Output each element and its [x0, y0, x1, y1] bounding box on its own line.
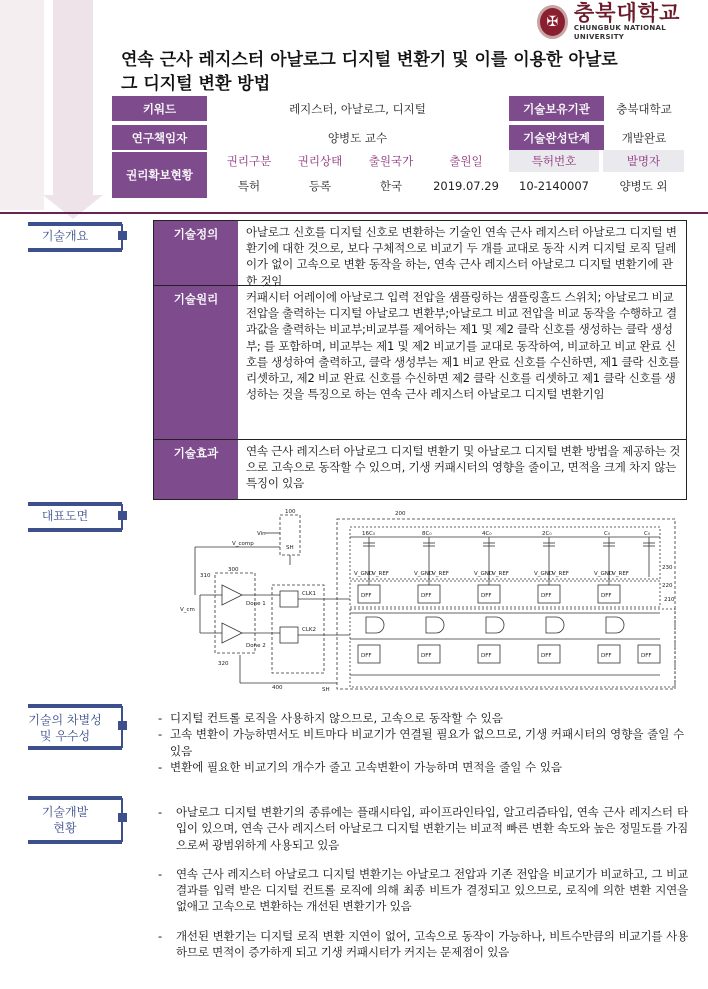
row-label: 기술원리: [154, 286, 238, 439]
label-done1: Done 1: [246, 601, 266, 607]
university-seal-icon: ✠: [537, 5, 568, 39]
label-vgnd: V_GND: [474, 571, 494, 577]
logo-subname: CHUNGBUK NATIONAL UNIVERSITY: [573, 24, 666, 41]
comparator-block: [215, 573, 255, 653]
label-vgnd: V_GND: [594, 571, 614, 577]
rights-value-country: 한국: [379, 179, 403, 193]
label-vin: Vin: [257, 531, 266, 537]
section-bar: [28, 746, 122, 750]
holder-value: 충북대학교: [616, 101, 672, 116]
completion-value: 개발완료: [621, 130, 667, 145]
label-clk2: CLK2: [302, 627, 317, 633]
label-300: 300: [228, 567, 239, 573]
section-line: [121, 798, 123, 842]
advantages-list: [158, 710, 698, 775]
rights-value-status: 등록: [308, 179, 332, 193]
label-vgnd: V_GND: [354, 571, 374, 577]
label-dff: DFF: [541, 593, 552, 599]
header-side-panel: [0, 0, 44, 210]
row-text: 커패시터 어레이에 아날로그 입력 전압을 샘플링하는 샘플링홀드 스위치; 아날로그 비교 전압을 출력하는 디지털 아날로그 변환부;아날로그 비교 전압을 비교 동작을 수행하고 결과값을 출력하는 비교부;비교부를 제어하는 제1 및 제2 클락 신호를 생성하는 클락 생성부; 를 포함하며, 비교부는 제1 및 제2 비교기를 교대로 동작하여, 비교하고 비교 완료 신호를 생성하여 출력하고, 클락 생성부는 제1 비교 완료 신호를 수신하면, 제1 클락 신호를 리셋하고, 제2 비교 완료 신호를 수신하면 제2 클락 신호를 리셋하고 제1 클락 신호를 생성하는 것을 특징으로 하는 연속 근사 레지스터 아날로그 디지털 변환기임: [246, 290, 680, 402]
label-vref: V_REF: [372, 571, 389, 577]
page-title: 연속 근사 레지스터 아날로그 디지털 변환기 및 이를 이용한 아날로그 디지털 변환 방법: [121, 50, 618, 94]
section-bar: [28, 222, 122, 226]
section-line: [121, 504, 123, 530]
section-label-drawing: 대표도면: [41, 509, 89, 523]
label-100: 100: [285, 509, 296, 515]
section-bar: [28, 502, 122, 506]
section-label-diff-line2: 및 우수성: [39, 729, 91, 743]
rights-header-country: 출원국가: [368, 154, 414, 168]
section-label-diff: [14, 712, 116, 744]
researcher-label: 연구책임자: [112, 125, 207, 150]
label-dff: DFF: [481, 653, 492, 659]
label-vref: V_REF: [552, 571, 569, 577]
list-item: - 연속 근사 레지스터 아날로그 디지털 변환기는 아날로그 전압과 기존 전압을 비교기가 비교하고, 그 비교 결과를 입력 받은 디지털 컨트롤 로직에 의해 최종 비트가 결정되고 있으므로, 로직에 의한 변환 지연을 없애고 고속으로 변환하는 개선된 변환기가 있음: [158, 866, 688, 915]
section-bar: [28, 528, 122, 532]
rights-label: 권리확보현황: [112, 152, 207, 198]
section-label-status-line1: 기술개발: [41, 805, 89, 819]
label-cap1: C₀: [604, 531, 611, 537]
label-210: 210: [664, 597, 675, 603]
row-text: 연속 근사 레지스터 아날로그 디지털 변환기 및 아날로그 디지털 변환 방법을 제공하는 것으로 고속으로 동작할 수 있으며, 기생 커패시터의 영향을 줄이고, 면적을 크게 차지 않는 특징이 있음: [246, 444, 681, 491]
section-bar: [28, 840, 122, 844]
table-row: [154, 439, 686, 499]
label-vref: V_REF: [492, 571, 509, 577]
rights-value-inventor: 양병도 외: [619, 179, 668, 193]
label-dff: DFF: [421, 593, 432, 599]
label-sh-block: SH: [286, 545, 294, 551]
researcher-value: 양병도 교수: [327, 130, 388, 145]
rights-value-number: 10-2140007: [519, 179, 589, 193]
header-divider: [0, 212, 708, 214]
label-dff: DFF: [541, 653, 552, 659]
label-dff: DFF: [421, 653, 432, 659]
label-310: 310: [200, 573, 211, 579]
label-dff: DFF: [361, 593, 372, 599]
row-text: 아날로그 신호를 디지털 신호로 변환하는 기술인 연속 근사 레지스터 아날로그 디지털 변환기에 대한 것으로, 보다 구체적으로 비교기 두 개를 교대로 동작 시켜 디지털 로직 딜레이가 없이 고속으로 변환 동작을 하는, 연속 근사 레지스터 아날로그 디지털 변환기에 관한 것임: [246, 225, 677, 288]
list-item: - 디지털 컨트롤 로직을 사용하지 않으므로, 고속으로 동작할 수 있음: [158, 710, 698, 726]
rights-header-status: 권리상태: [297, 154, 343, 168]
label-vcomp: V_comp: [232, 541, 254, 547]
label-400: 400: [272, 685, 283, 691]
section-bar: [28, 704, 122, 708]
logo-name: 충북대학교: [573, 1, 681, 25]
section-label-overview: 기술개요: [41, 229, 89, 243]
rights-header-date: 출원일: [449, 154, 483, 168]
label-clk1: CLK1: [302, 591, 317, 597]
holder-label: 기술보유기관: [509, 96, 604, 121]
comparator-1: [222, 585, 242, 605]
rights-value-type: 특허: [237, 179, 261, 193]
dac-block: [337, 519, 675, 689]
label-dff: DFF: [601, 653, 612, 659]
section-bar: [28, 796, 122, 800]
header-arrow-tip: [43, 195, 103, 219]
label-vref: V_REF: [612, 571, 629, 577]
section-line: [121, 706, 123, 748]
label-vgnd: V_GND: [414, 571, 434, 577]
rights-header-number: 특허번호: [509, 150, 599, 172]
rights-value-date: 2019.07.29: [433, 179, 499, 193]
label-cap2: 2C₀: [542, 531, 552, 537]
label-vgnd: V_GND: [534, 571, 554, 577]
label-dff: DFF: [601, 593, 612, 599]
label-cap16: 16C₀: [362, 531, 376, 537]
label-sh: SH: [322, 687, 330, 692]
comparator-2: [222, 623, 242, 643]
rights-header-type: 권리구분: [226, 154, 272, 168]
list-item: - 개선된 변환기는 디지털 로직 변환 지연이 없어, 고속으로 동작이 가능하나, 비트수만큼의 비교기를 사용하므로 면적이 증가하게 되고 기생 커패시터가 커지는 문제점이 있음: [158, 928, 688, 961]
section-label-status: [14, 804, 116, 836]
label-done2: Done 2: [246, 643, 266, 649]
label-cap4: 4C₀: [482, 531, 492, 537]
row-label: 기술효과: [154, 440, 238, 499]
circuit-diagram: [180, 505, 688, 692]
section-bar: [28, 248, 122, 252]
label-dff: DFF: [361, 653, 372, 659]
label-200: 200: [395, 511, 406, 517]
completion-label: 기술완성단계: [509, 125, 604, 150]
section-label-diff-line1: 기술의 차별성: [28, 713, 102, 727]
label-320: 320: [218, 661, 229, 667]
definition-table: [153, 220, 687, 500]
keyword-label: 키워드: [112, 96, 207, 121]
list-item: - 변환에 필요한 비교기의 개수가 줄고 고속변환이 가능하며 면적을 줄일 수 있음: [158, 759, 698, 775]
list-item: - 아날로그 디지털 변환기의 종류에는 플래시타입, 파이프라인타입, 알고리즘타입, 연속 근사 레지스터 타입이 있으며, 연속 근사 레지스터 아날로그 디지털 변환기는 비교적 빠른 변환 속도와 높은 정밀도를 가짐으로써 광범위하게 사용되고 있음: [158, 804, 688, 853]
rights-header-inventor: 발명자: [603, 150, 684, 172]
table-row: [154, 285, 686, 439]
row-label: 기술정의: [154, 221, 238, 285]
university-logo: [537, 1, 703, 41]
label-capc: C₀: [644, 531, 651, 537]
section-line: [121, 224, 123, 250]
label-220: 220: [662, 583, 673, 589]
label-dff: DFF: [481, 593, 492, 599]
table-row: [154, 221, 686, 288]
header-arrow-band: [53, 0, 93, 195]
label-230: 230: [662, 565, 673, 571]
status-list: [158, 804, 688, 973]
label-vref: V_REF: [432, 571, 449, 577]
section-label-status-line2: 현황: [53, 821, 77, 835]
label-cap8: 8C₀: [422, 531, 432, 537]
label-dff: DFF: [641, 653, 652, 659]
list-item: - 고속 변환이 가능하면서도 비트마다 비교기가 연결될 필요가 없으므로, 기생 커패시터의 영향을 줄일 수 있음: [158, 726, 698, 759]
label-vcm: V_cm: [180, 607, 195, 613]
keyword-value: 레지스터, 아날로그, 디지털: [289, 101, 426, 116]
